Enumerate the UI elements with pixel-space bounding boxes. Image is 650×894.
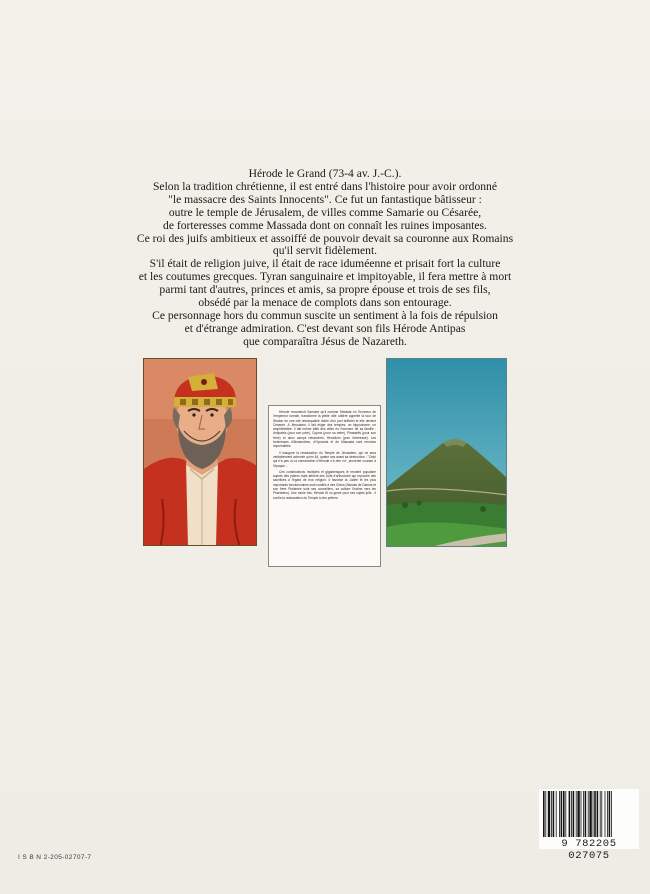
barcode-bar — [601, 791, 602, 837]
barcode-bar — [589, 791, 591, 837]
herodium-photo — [386, 358, 507, 547]
barcode-bar — [607, 791, 608, 837]
barcode-bar — [585, 791, 587, 837]
intro-line: "le massacre des Saints Innocents". Ce fut un fantastique bâtisseur : — [168, 192, 482, 206]
intro-line: Ce roi des juifs ambitieux et assoiffé de pouvoir devait sa couronne aux Romains — [136, 231, 514, 245]
barcode-bar — [561, 791, 563, 837]
intro-line: Selon la tradition chrétienne, il est entré dans l'histoire pour avoir ordonné — [152, 179, 497, 193]
barcode-bar — [593, 791, 594, 837]
intro-line: qu'il servit fidèlement. — [272, 244, 378, 258]
herod-portrait-art — [144, 359, 257, 546]
intro-line: parmi tant d'autres, princes et amis, sa propre épouse et trois de ses fils, — [159, 283, 491, 297]
barcode-bar — [543, 791, 545, 837]
intro-line: et les coutumes grecques. Tyran sanguinaire et impitoyable, il fera mettre à mort — [138, 270, 512, 284]
barcode-bar — [559, 791, 560, 837]
barcode-bar — [594, 791, 596, 837]
barcode-bars — [542, 791, 636, 837]
note-paragraph: Ces constructions multiples et gigantesques le rendent populaire auprès des païens mais attirent des Juifs d'orthodoxie qui reproche des sacrifices à l'égard de leur religion. Il favorise la Judée et les plus importants fonctionnaires sont confiés à des Grecs (Nicolas de Damas et son frère Ptolémée sont ses conseillers, sa culture l'incline vers les Pharisiens). Une seule fois, Hérode fit un geste pour ses sujets juifs : il confia la restauration du Temple à des prêtres. — [273, 469, 376, 500]
herod-illustration — [143, 358, 257, 546]
isbn-label: I S B N 2-205-02707-7 — [18, 854, 92, 861]
intro-line: S'il était de religion juive, il était de race iduméenne et prisait fort la culture — [149, 257, 501, 271]
barcode-bar — [583, 791, 584, 837]
intro-line: que comparaîtra Jésus de Nazareth. — [243, 334, 407, 348]
barcode-bar — [556, 791, 557, 837]
note-paragraph: Il inaugure la restauration du Temple de Jérusalem, qui ne sera véritablement achevée qu'en 64, quatre ans avant sa destruction : "Celui qui n'a pas vu la construction d'Hérode n'a rien vu", proverbe courant à l'époque... — [273, 450, 376, 468]
barcode-bar — [576, 791, 577, 837]
note-paragraph: Hérode reconstruit Samarie qu'il nomme Sébaste en l'honneur de l'empereur romain, transforme la petite ville côtière appelée la tour de Straton en une cité remarquable dotée d'un port artificiel et elle devient Césarée. A Jérusalem, il fait ériger des temples, un hippodrome, un amphithéâtre. Il fait même bâtir des villes en l'honneur de sa famille : Antipatris (pour son père), Cypros (pour sa mère), Phasaélis (pour son frère) et deux camps retranchés, Hérodium (pour forteresse). Les forteresses d'Alexandrion, d'Hyrcania et de Massada sont rendues imprenables. — [273, 410, 376, 449]
barcode-bar — [611, 791, 612, 837]
barcode-bar — [571, 791, 572, 837]
barcode — [539, 789, 639, 862]
barcode-bar — [569, 791, 571, 837]
landscape-photo-art — [387, 359, 507, 547]
intro-line: obsédé par la menace de complots dans son entourage. — [198, 296, 452, 310]
intro-line: de forteresses comme Massada dont on connaît les ruines imposantes. — [163, 218, 487, 232]
barcode-bar — [597, 791, 599, 837]
barcode-bar — [563, 791, 565, 837]
barcode-bar — [588, 791, 589, 837]
barcode-bar — [551, 791, 552, 837]
intro-line: Hérode le Grand (73-4 av. J.-C.). — [248, 167, 402, 180]
barcode-number: 9 782205 027075 — [561, 838, 617, 862]
barcode-bar — [545, 791, 546, 837]
barcode-bar — [577, 791, 579, 837]
note-text-box — [268, 405, 381, 567]
barcode-bar — [565, 791, 566, 837]
intro-line: Ce personnage hors du commun suscite un sentiment à la fois de répulsion — [152, 308, 498, 322]
barcode-bar — [573, 791, 575, 837]
intro-text — [105, 168, 545, 349]
barcode-bar — [605, 791, 606, 837]
barcode-bar — [553, 791, 555, 837]
barcode-bar — [600, 791, 601, 837]
intro-line: outre le temple de Jérusalem, de villes comme Samarie ou Césarée, — [168, 205, 482, 219]
intro-line: et d'étrange admiration. C'est devant son fils Hérode Antipas — [184, 321, 466, 335]
barcode-bar — [609, 791, 611, 837]
barcode-bar — [581, 791, 582, 837]
barcode-bar — [548, 791, 550, 837]
